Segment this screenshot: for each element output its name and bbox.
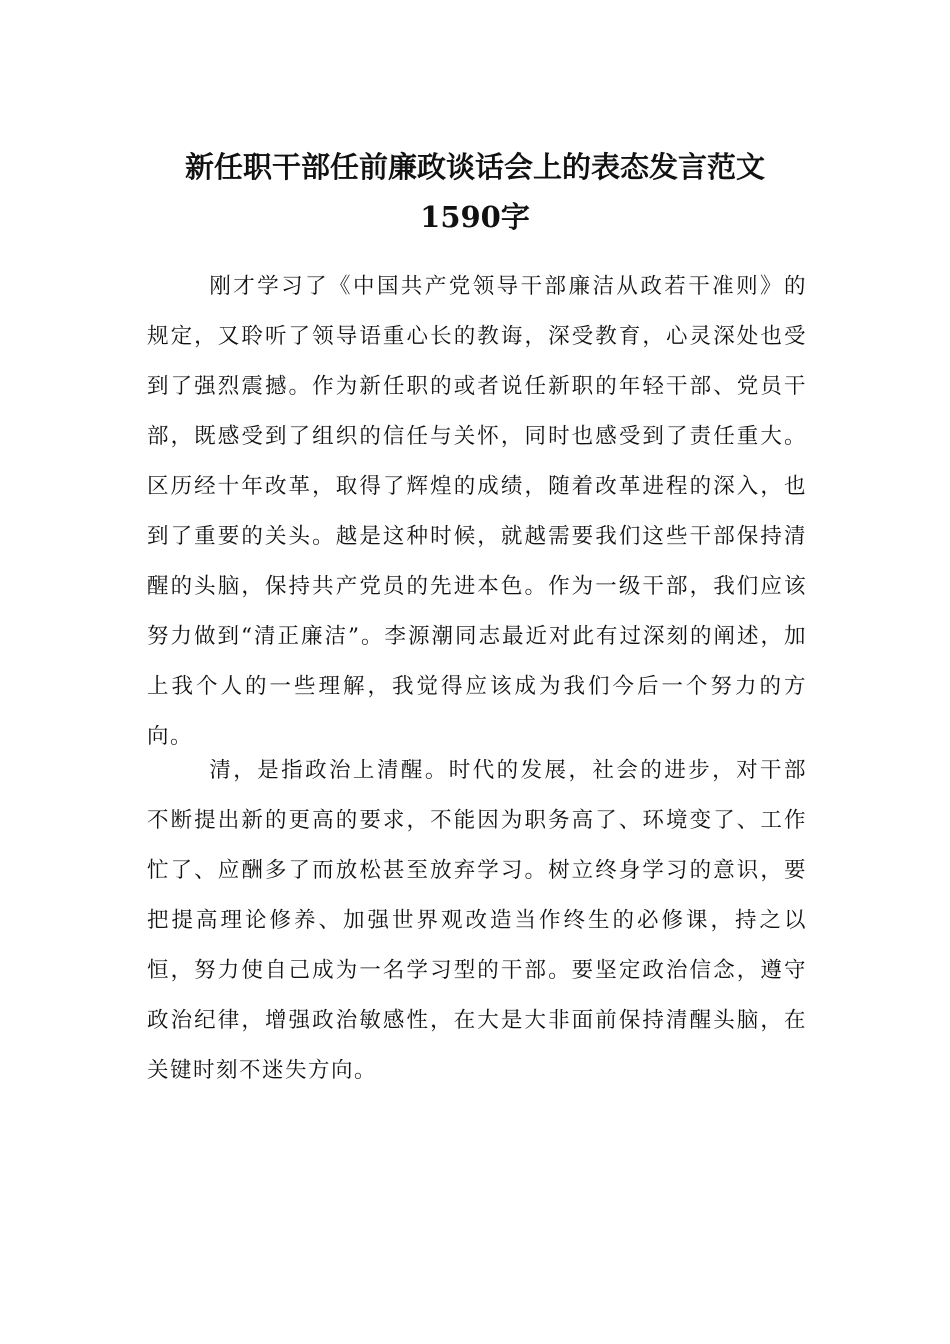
paragraph-2: 清，是指政治上清醒。时代的发展，社会的进步，对干部不断提出新的更高的要求，不能因为职务高了、环境变了、工作忙了、应酬多了而放松甚至放弃学习。树立终身学习的意识，要把提高理论修养、加强世界观改造当作终生的必修课，持之以恒，努力使自己成为一名学习型的干部。要坚定政治信念，遵守政治纪律，增强政治敏感性，在大是大非面前保持清醒头脑，在关键时刻不迷失方向。: [147, 758, 807, 1083]
document-title: 新任职干部任前廉政谈话会上的表态发言范文1590字: [184, 150, 765, 234]
paragraph-1: 刚才学习了《中国共产党领导干部廉洁从政若干准则》的规定，又聆听了领导语重心长的教诲，深受教育，心灵深处也受到了强烈震撼。作为新任职的或者说任新职的年轻干部、党员干部，既感受到了组织的信任与关怀，同时也感受到了责任重大。区历经十年改革，取得了辉煌的成绩，随着改革进程的深入，也到了重要的关头。越是这种时候，就越需要我们这些干部保持清醒的头脑，保持共产党员的先进本色。作为一级干部，我们应该努力做到“清正廉洁”。李源潮同志最近对此有过深刻的阐述，加上我个人的一些理解，我觉得应该成为我们今后一个努力的方向。: [147, 274, 807, 749]
